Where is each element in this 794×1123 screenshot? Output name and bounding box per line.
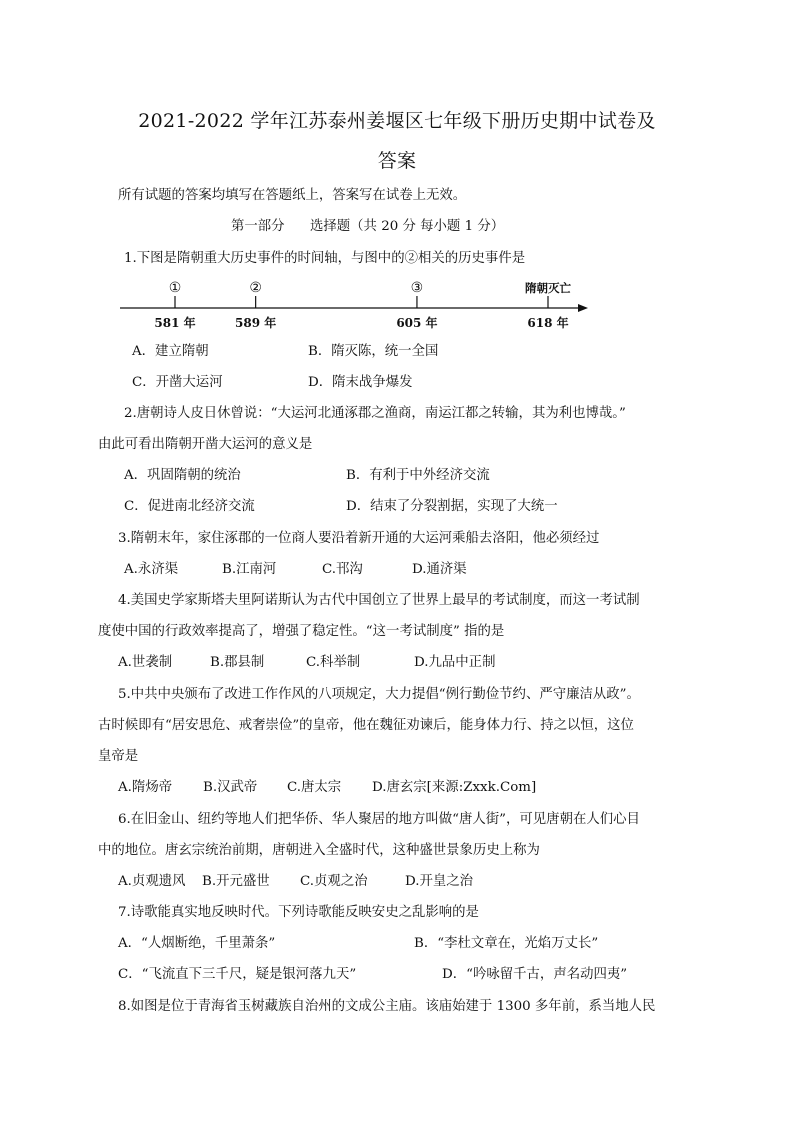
q4-option-b: B.郡县制 xyxy=(210,655,265,670)
q2-stem-line2: 由此可看出隋朝开凿大运河的意义是 xyxy=(98,437,313,452)
q3-option-a: A.永济渠 xyxy=(124,562,179,577)
q4-stem-line1: 4.美国史学家斯塔夫里阿诺斯认为古代中国创立了世界上最早的考试制度，而这一考试制 xyxy=(118,593,640,608)
exam-title-line1: 2021-2022 学年江苏泰州姜堰区七年级下册历史期中试卷及 xyxy=(138,110,656,132)
q7-option-a: A．“人烟断绝，千里萧条” xyxy=(118,936,276,951)
timeline-year-label: 618 年 xyxy=(527,316,569,330)
q4-option-c: C.科举制 xyxy=(306,655,361,670)
q1-stem: 1.下图是隋朝重大历史事件的时间轴，与图中的②相关的历史事件是 xyxy=(124,251,526,266)
q1-option-b: B．隋灭陈，统一全国 xyxy=(308,344,439,359)
q4-stem-line2: 度使中国的行政效率提高了，增强了稳定性。“这一考试制度” 指的是 xyxy=(98,624,505,639)
q4-option-d: D.九品中正制 xyxy=(414,655,496,670)
q3-option-d: D.通济渠 xyxy=(412,562,467,577)
q6-option-d: D.开皇之治 xyxy=(405,874,474,889)
timeline-marker-label: ② xyxy=(249,280,262,296)
q3-stem: 3.隋朝末年，家住涿郡的一位商人要沿着新开通的大运河乘船去洛阳，他必须经过 xyxy=(118,531,600,546)
q1-option-a: A．建立隋朝 xyxy=(132,344,209,359)
timeline-marker-label: ③ xyxy=(410,280,424,296)
q6-option-c: C.贞观之治 xyxy=(300,874,368,889)
timeline-year-label: 589 年 xyxy=(235,316,277,330)
q8-stem: 8.如图是位于青海省玉树藏族自治州的文成公主庙。该庙始建于 1300 多年前，系当地人民 xyxy=(118,999,656,1014)
instructions: 所有试题的答案均填写在答题纸上，答案写在试卷上无效。 xyxy=(118,188,467,203)
q4-option-a: A.世袭制 xyxy=(118,655,173,670)
q2-option-c: C．促进南北经济交流 xyxy=(124,499,255,514)
q2-stem-line1: 2.唐朝诗人皮日休曾说：“大运河北通涿郡之渔商，南运江都之转输，其为利也博哉。” xyxy=(124,406,626,421)
q6-stem-line2: 中的地位。唐玄宗统治前期，唐朝进入全盛时代，这种盛世景象历史上称为 xyxy=(98,843,540,858)
q3-option-b: B.江南河 xyxy=(222,562,277,577)
q2-option-d: D．结束了分裂割据，实现了大统一 xyxy=(346,499,558,514)
section-part: 第一部分 xyxy=(231,219,285,234)
q2-option-a: A．巩固隋朝的统治 xyxy=(124,468,241,483)
q6-option-a: A.贞观遗风 xyxy=(118,874,186,889)
exam-title-line2: 答案 xyxy=(377,150,417,172)
q5-stem-line3: 皇帝是 xyxy=(98,749,139,764)
q7-option-d: D．“吟咏留千古，声名动四夷” xyxy=(442,967,628,982)
q6-option-b: B.开元盛世 xyxy=(202,874,270,889)
q1-option-c: C．开凿大运河 xyxy=(132,375,223,390)
q5-option-b: B.汉武帝 xyxy=(203,780,258,795)
timeline-marker-label: ① xyxy=(168,280,182,296)
q2-option-b: B．有利于中外经济交流 xyxy=(346,468,490,483)
timeline-year-label: 605 年 xyxy=(396,316,438,330)
q5-option-d: D.唐玄宗[来源:Zxxk.Com] xyxy=(372,780,537,795)
q7-stem: 7.诗歌能真实地反映时代。下列诗歌能反映安史之乱影响的是 xyxy=(118,905,479,920)
q1-option-d: D．隋末战争爆发 xyxy=(308,375,413,390)
q5-stem-line2: 古时候即有“居安思危、戒奢崇俭”的皇帝，他在魏征劝谏后，能身体力行、持之以恒，这位 xyxy=(98,718,634,733)
q5-option-c: C.唐太宗 xyxy=(287,780,342,795)
timeline-arrow-icon xyxy=(578,304,588,312)
q7-option-c: C．“飞流直下三千尺，疑是银河落九天” xyxy=(118,967,357,982)
timeline-year-label: 581 年 xyxy=(154,316,196,330)
q6-stem-line1: 6.在旧金山、纽约等地人们把华侨、华人聚居的地方叫做“唐人街”，可见唐朝在人们心目 xyxy=(118,812,640,827)
q3-option-c: C.邗沟 xyxy=(322,562,363,577)
q7-option-b: B．“李杜文章在，光焰万丈长” xyxy=(414,936,599,951)
timeline-marker-label: 隋朝灭亡 xyxy=(525,281,571,295)
q5-stem-line1: 5.中共中央颁布了改进工作作风的八项规定，大力提倡“例行勤俭节约、严守廉洁从政”。 xyxy=(118,687,640,702)
q1-timeline xyxy=(0,276,794,336)
q5-option-a: A.隋炀帝 xyxy=(118,780,173,795)
section-name: 选择题（共 20 分 每小题 1 分） xyxy=(310,219,505,234)
